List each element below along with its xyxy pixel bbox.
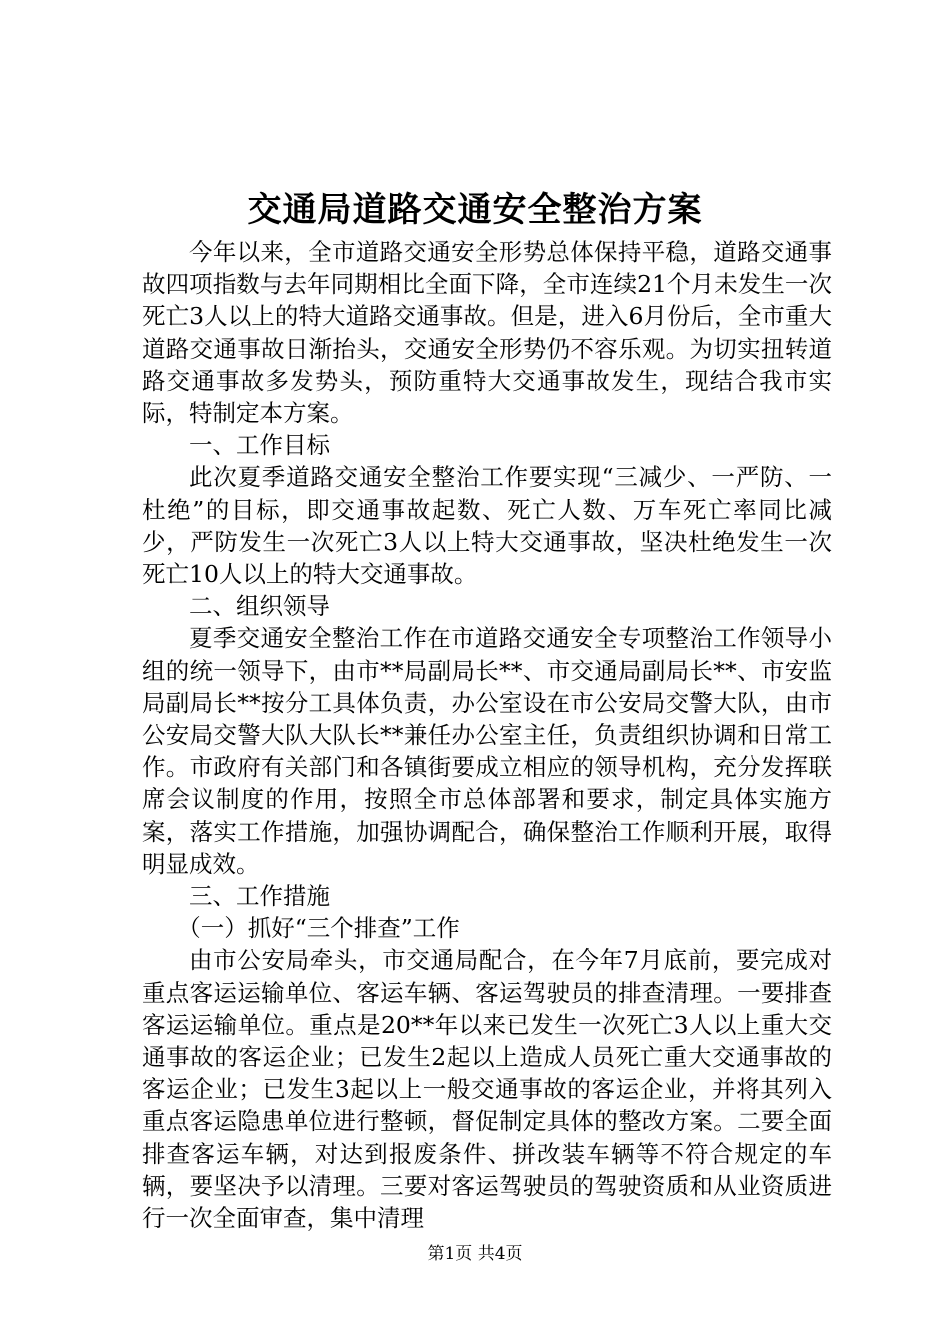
paragraph-intro: 今年以来，全市道路交通安全形势总体保持平稳，道路交通事故四项指数与去年同期相比全面下降，全市连续21个月未发生一次死亡3人以上的特大道路交通事故。但是，进入6月份后，全市重大道路交通事故日渐抬头，交通安全形势仍不容乐观。为切实扭转道路交通事故多发势头，预防重特大交通事故发生，现结合我市实际，特制定本方案。 [142, 238, 832, 428]
heading-work-goals: 一、工作目标 [189, 431, 330, 460]
paragraph-organization: 夏季交通安全整治工作在市道路交通安全专项整治工作领导小组的统一领导下，由市**局副局长**、市交通局副局长**、市安监局副局长**按分工具体负责，办公室设在市公安局交警大队，由市公安局交警大队大队长**兼任办公室主任，负责组织协调和日常工作。市政府有关部门和各镇街要成立相应的领导机构，充分发挥联席会议制度的作用，按照全市总体部署和要求，制定具体实施方案，落实工作措施，加强协调配合，确保整治工作顺利开展，取得明显成效。 [142, 624, 832, 878]
heading-organization: 二、组织领导 [189, 592, 330, 621]
subheading-three-checks: （一）抓好“三个排查”工作 [177, 914, 460, 943]
heading-work-measures: 三、工作措施 [189, 882, 330, 911]
document-body [142, 236, 832, 1234]
paragraph-work-goals: 此次夏季道路交通安全整治工作要实现“三减少、一严防、一杜绝”的目标，即交通事故起数、死亡人数、万车死亡率同比减少，严防发生一次死亡3人以上特大交通事故，坚决杜绝发生一次死亡10人以上的特大交通事故。 [142, 463, 832, 589]
document-title: 交通局道路交通安全整治方案 [247, 190, 703, 230]
paragraph-three-checks: 由市公安局牵头，市交通局配合，在今年7月底前，要完成对重点客运运输单位、客运车辆、客运驾驶员的排查清理。一要排查客运运输单位。重点是20**年以来已发生一次死亡3人以上重大交通事故的客运企业；已发生2起以上造成人员死亡重大交通事故的客运企业；已发生3起以上一般交通事故的客运企业，并将其列入重点客运隐患单位进行整顿，督促制定具体的整改方案。二要全面排查客运车辆，对达到报废条件、拼改装车辆等不符合规定的车辆，要坚决予以清理。三要对客运驾驶员的驾驶资质和从业资质进行一次全面审查，集中清理 [142, 946, 832, 1233]
page-footer: 第1页 共4页 [427, 1244, 523, 1264]
